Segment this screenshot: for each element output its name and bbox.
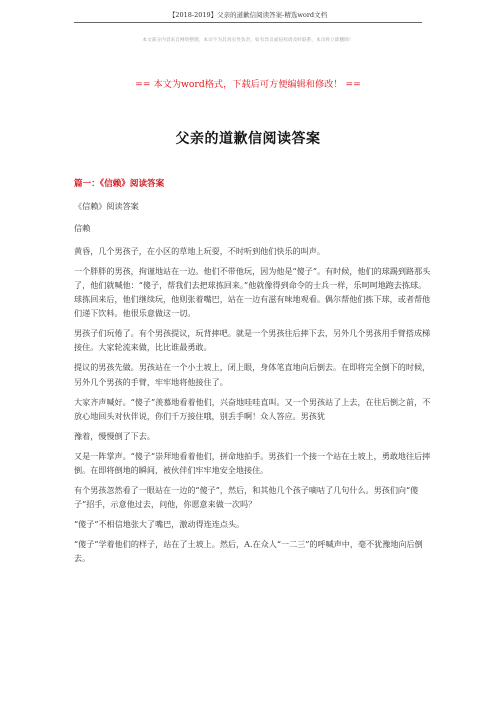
- paragraph: 豫着，慢慢倒了下去。: [74, 430, 155, 441]
- paragraph: 提议的男孩先做。男孩站在一个小土坡上，闭上眼，身体笔直地向后倒去。在即将完全倒下的时候，另外几个男孩的手臂，牢牢地将他接住了。: [74, 362, 431, 387]
- paragraph: 一个胖胖的男孩，拘谨地站在一边。他们不带他玩，因为他是“傻子”。有时候，他们的球踢到路那头了，他们就喊他：“傻子，帮我们去把球拣回来。”他就像得到命令的士兵一样，乐呵呵地跑去拣球。球拣回来后，他们继续玩，他则张着嘴巴，站在一边有滋有味地观看。偶尔帮他们拣下球，或者帮他们递下饮料。他很乐意做这一切。: [74, 265, 431, 319]
- paragraph: 黄昏，几个男孩子，在小区的草地上玩耍，不时听到他们快乐的叫声。: [74, 245, 325, 256]
- paragraph: 男孩子们玩倦了。有个男孩提议，玩背摔吧。就是一个男孩往后摔下去，另外几个男孩用手臂搭成梯接住。大家轮流来做，比比谁最勇敢。: [74, 328, 431, 353]
- paragraph: 又是一阵掌声。“傻子”崇拜地看着他们，拼命地拍手。男孩们一个接一个站在土坡上，勇敢地往后摔倒。在即将倒地的瞬间，被伙伴们牢牢地安全地接住。: [74, 450, 431, 476]
- story-title: 信赖: [74, 223, 91, 234]
- edit-notice: == 本文为word格式，下载后可方便编辑和修改！ ==: [135, 79, 361, 90]
- paragraph: 有个男孩忽然看了一眼站在一边的“傻子”，然后，和其他几个孩子嘀咕了几句什么。男孩们向“傻子”招手，示意他过去，问他，你愿意来做一次吗？: [74, 485, 419, 510]
- page-header: 【2018-2019】父亲的道歉信阅读答案-精选word文档: [168, 11, 328, 19]
- document-title: 父亲的道歉信阅读答案: [175, 131, 321, 147]
- section-subheading: 《信赖》阅读答案: [74, 201, 139, 212]
- document-body: [74, 177, 434, 571]
- paragraph: “傻子”不相信地张大了嘴巴，激动得连连点头。: [74, 519, 245, 530]
- paragraph: 大家齐声喊好。“傻子”羡慕地看着他们，兴奋地哇哇直叫。又一个男孩站了上去，在往后倒之前，不放心地回头对伙伴说，你们千万接住哦，别丢手啊！众人答应。男孩犹: [74, 396, 431, 421]
- disclaimer-text: 本文部分内容来自网络整理，本司不为其真实性负责，如有异议或侵权请及时联系，本司将立即删除！: [142, 38, 354, 43]
- paragraph: “傻子”学着他们的样子，站在了土坡上。然后，A.在众人“一二三”的呼喊声中，毫不犹豫地向后倒去。: [74, 539, 423, 564]
- header-divider: [74, 22, 422, 23]
- section-heading: 篇一：《信赖》阅读答案: [74, 179, 165, 189]
